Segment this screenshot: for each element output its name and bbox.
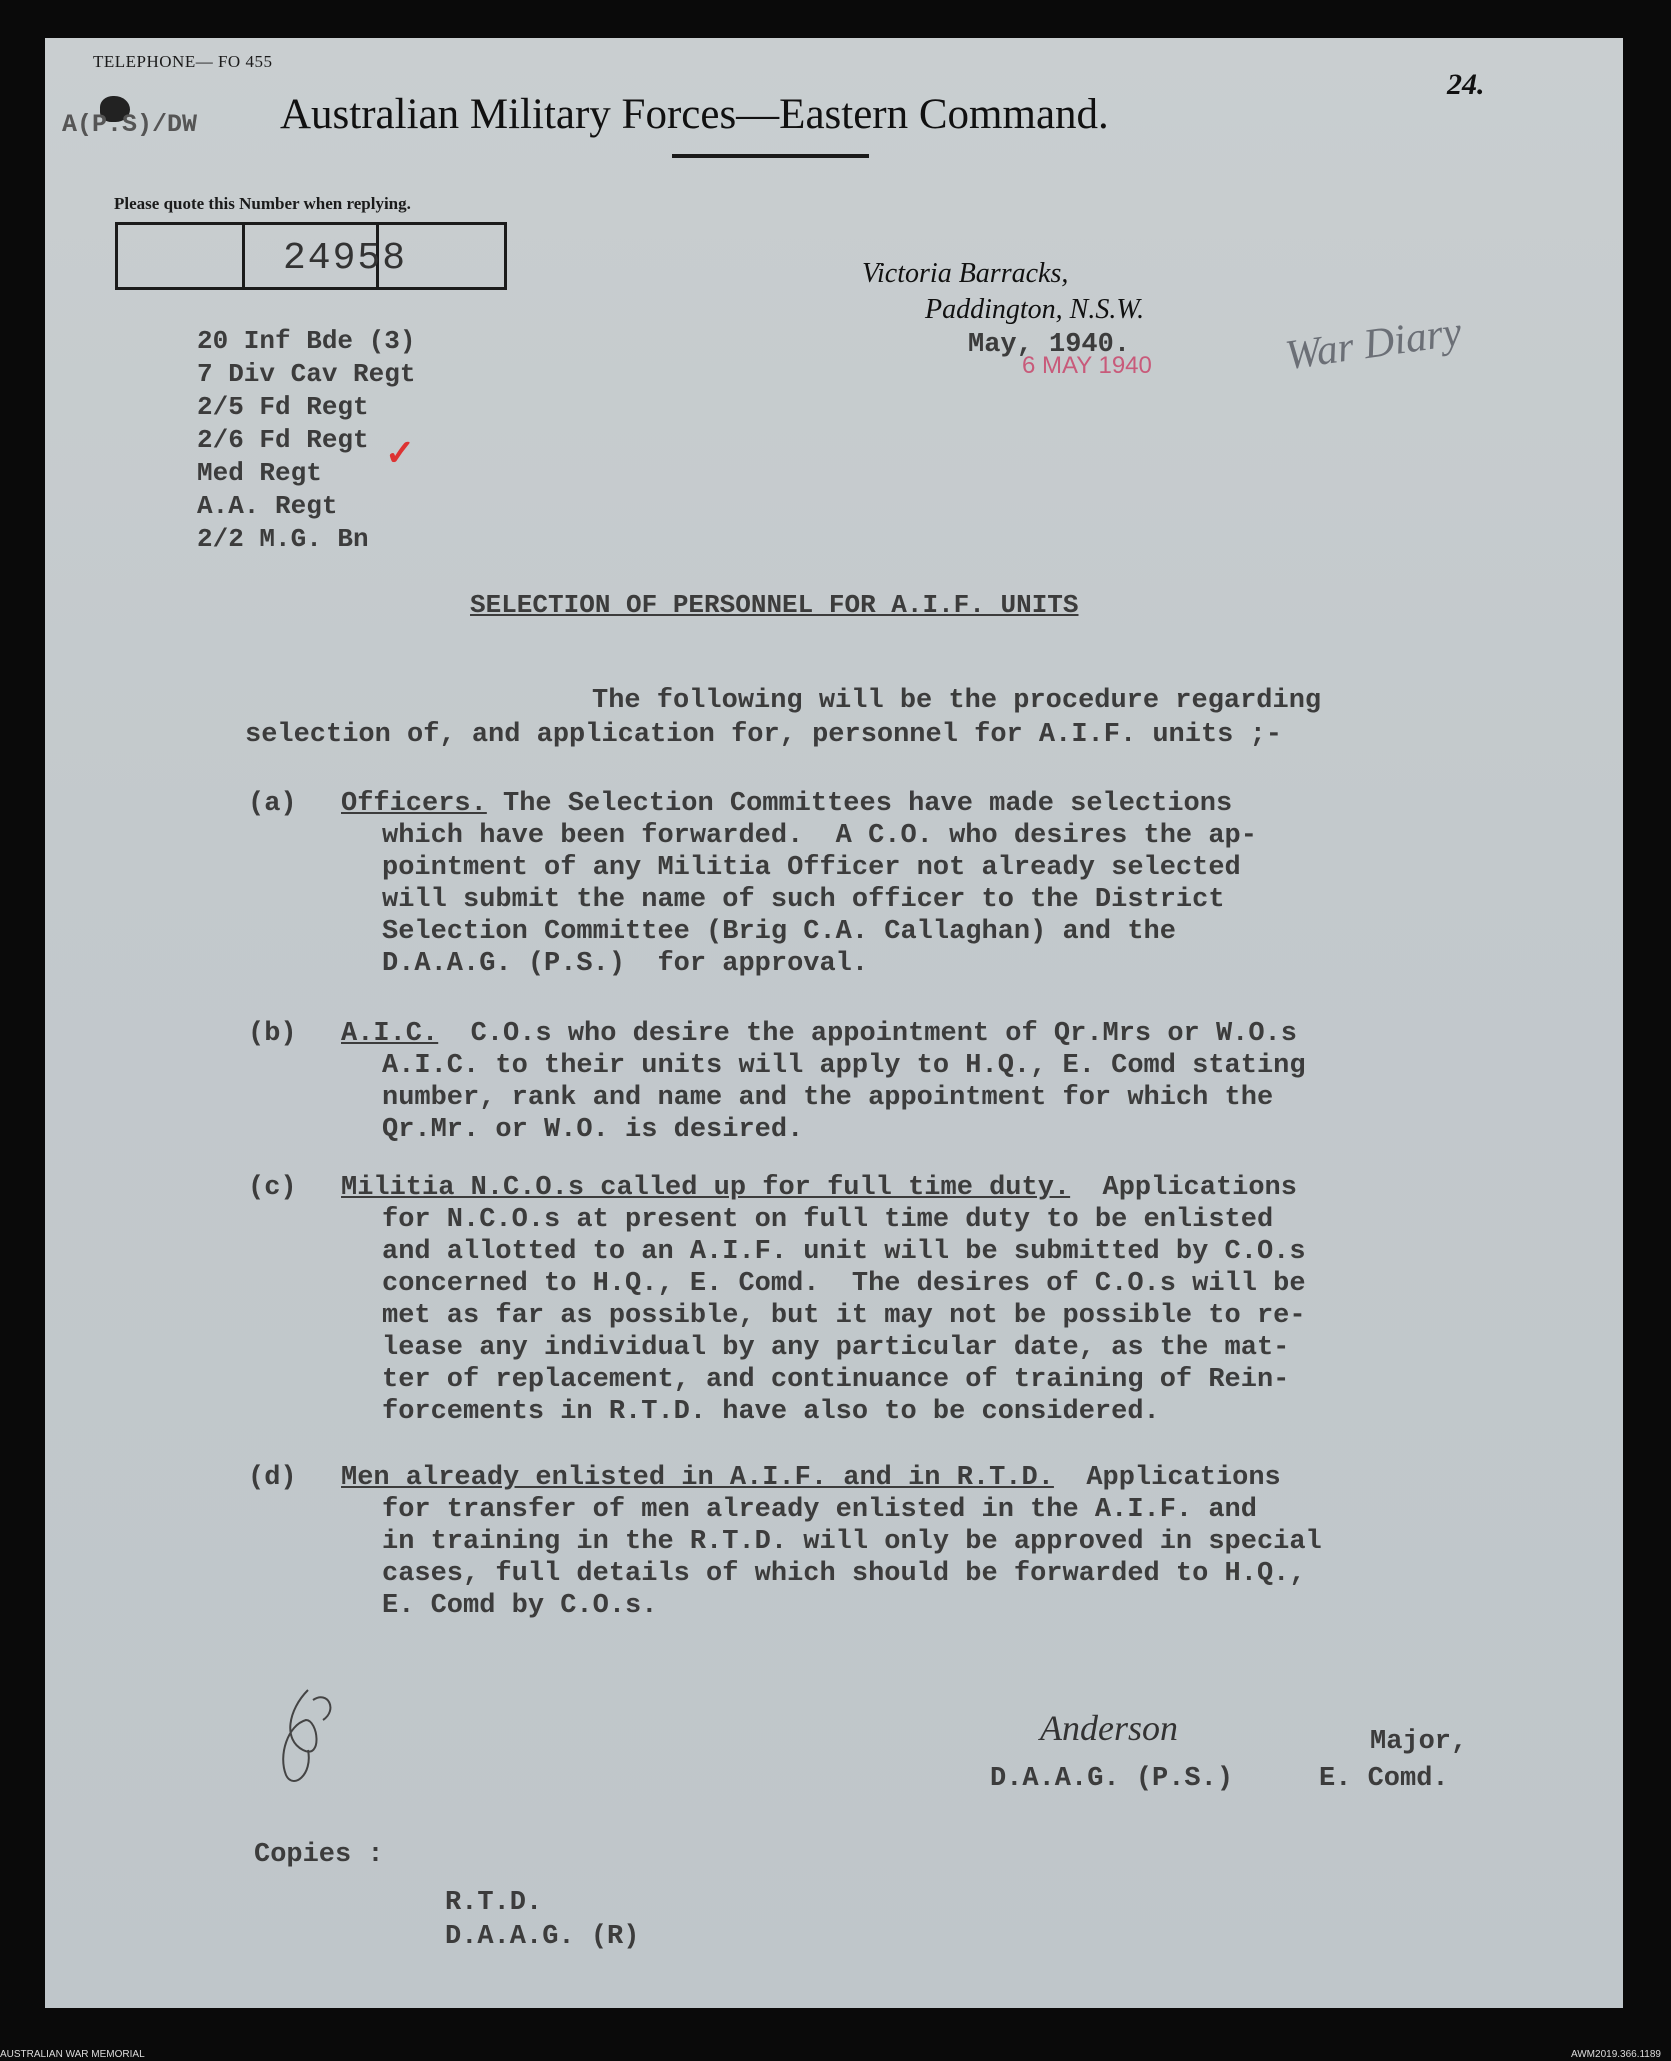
- addressee: 20 Inf Bde (3): [197, 326, 416, 356]
- document-title: SELECTION OF PERSONNEL FOR A.I.F. UNITS: [470, 590, 1079, 620]
- archive-credit: AUSTRALIAN WAR MEMORIAL: [0, 2049, 145, 2060]
- paragraph-c-label: Militia N.C.O.s called up for full time duty.: [341, 1173, 1071, 1203]
- addressee: 7 Div Cav Regt: [197, 359, 416, 389]
- paragraph-letter-c: (c): [248, 1173, 297, 1203]
- letter-date: May, 1940.: [968, 330, 1131, 360]
- addressee: A.A. Regt: [197, 491, 338, 521]
- signatory-rank: Major,: [1370, 1727, 1468, 1757]
- intro-line-1: The following will be the procedure regarding: [592, 686, 1322, 716]
- paragraph-b-lead: C.O.s who desire the appointment of Qr.Mrs or W.O.s: [438, 1019, 1297, 1049]
- paragraph-c-first-line: [341, 1172, 1297, 1204]
- paragraph-a-label: Officers.: [341, 789, 487, 819]
- letterhead-rule: [672, 154, 869, 158]
- addressee: 2/2 M.G. Bn: [197, 524, 369, 554]
- paragraph-c-lead: Applications: [1070, 1173, 1297, 1203]
- paragraph-a-lead: The Selection Committees have made selections: [486, 789, 1233, 819]
- received-date-stamp: 6 MAY 1940: [1022, 352, 1152, 379]
- telephone-line: TELEPHONE— FO 455: [93, 52, 273, 71]
- copy-recipient: R.T.D.: [445, 1888, 543, 1918]
- signatory-position: D.A.A.G. (P.S.): [990, 1764, 1234, 1794]
- signatory-command: E. Comd.: [1319, 1764, 1449, 1794]
- signature: Anderson: [1040, 1708, 1178, 1748]
- paragraph-a-first-line: [341, 788, 1232, 820]
- check-mark-icon: ✓: [385, 432, 416, 473]
- letterhead-title: Australian Military Forces—Eastern Command.: [280, 91, 1109, 138]
- addressee-list: [197, 325, 415, 556]
- initials-mark: [268, 1680, 348, 1790]
- copy-recipient: D.A.A.G. (R): [445, 1922, 640, 1952]
- paragraph-d-first-line: [341, 1462, 1281, 1494]
- quote-number-label: Please quote this Number when replying.: [114, 194, 411, 213]
- paragraph-letter-a: (a): [248, 789, 297, 819]
- address-line-2: Paddington, N.S.W.: [925, 294, 1145, 325]
- addressee: 2/6 Fd Regt: [197, 425, 369, 455]
- paragraph-c-body: for N.C.O.s at present on full time duty to be enlisted and allotted to an A.I.F. unit will be submitted by C.O.s concerned to H.Q., E. Comd. The desires of C.O.s will be met as far as possible, but it may not be possible to re- lease any individual by any particular date, as the mat- ter of replacement, and continuance of training of Rein- forcements in R.T.D. have also to be considered.: [382, 1205, 1306, 1427]
- folio-number: 24.: [1447, 68, 1485, 101]
- reference-number-box: [115, 222, 507, 290]
- paragraph-d-label: Men already enlisted in A.I.F. and in R.T.D.: [341, 1463, 1054, 1493]
- copies-label: Copies :: [254, 1840, 384, 1870]
- reference-stamp: A(P.S)/DW: [62, 110, 198, 139]
- address-line-1: Victoria Barracks,: [862, 258, 1069, 289]
- archive-accession-number: AWM2019.366.1189: [1570, 2049, 1661, 2060]
- paragraph-d-lead: Applications: [1053, 1463, 1281, 1493]
- paragraph-b-first-line: [341, 1018, 1297, 1050]
- box-divider: [242, 225, 245, 287]
- paragraph-letter-d: (d): [248, 1463, 297, 1493]
- paragraph-b-label: A.I.C.: [341, 1019, 439, 1049]
- handwritten-annotation: War Diary: [1282, 308, 1465, 380]
- paragraph-letter-b: (b): [248, 1019, 297, 1049]
- paragraph-a-body: which have been forwarded. A C.O. who desires the ap- pointment of any Militia Officer not already selected will submit the name of such officer to the District Selection Committee (Brig C.A. Callaghan) and the D.A.A.G. (P.S.) for approval.: [382, 821, 1257, 979]
- paragraph-b-body: A.I.C. to their units will apply to H.Q., E. Comd stating number, rank and name and the appointment for which the Qr.Mr. or W.O. is desired.: [382, 1051, 1306, 1145]
- addressee: Med Regt: [197, 458, 322, 488]
- paragraph-d-body: for transfer of men already enlisted in the A.I.F. and in training in the R.T.D. will only be approved in special cases, full details of which should be forwarded to H.Q., E. Comd by C.O.s.: [382, 1495, 1322, 1621]
- addressee: 2/5 Fd Regt: [197, 392, 369, 422]
- reference-number: 24958: [283, 237, 408, 280]
- intro-line-2: selection of, and application for, personnel for A.I.F. units ;-: [245, 720, 1282, 750]
